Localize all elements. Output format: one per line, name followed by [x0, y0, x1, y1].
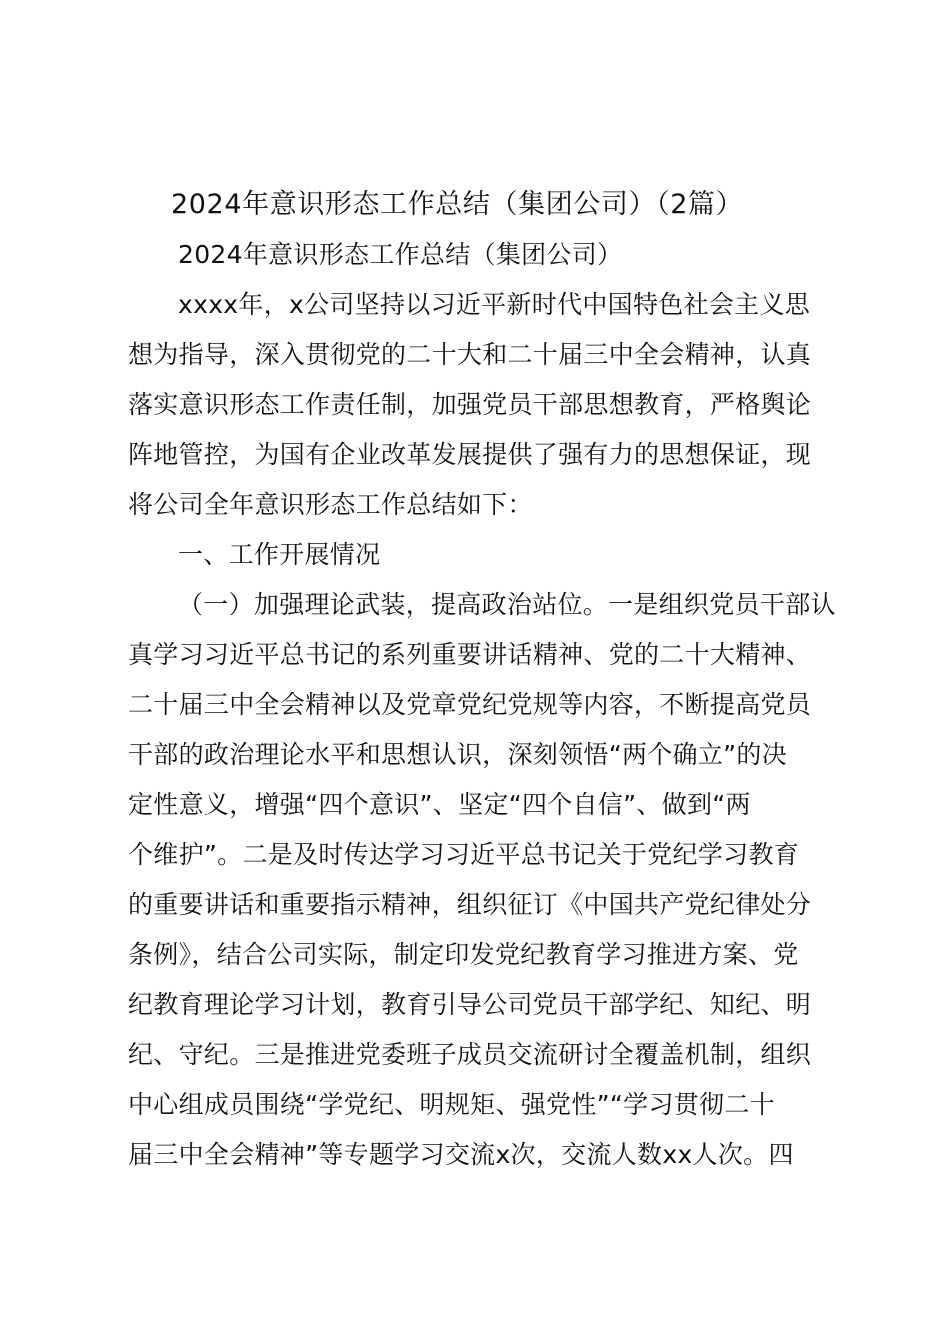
section-heading: 一、工作开展情况 [178, 540, 381, 569]
document-title: 2024年意识形态工作总结（集团公司）（2篇） [171, 189, 744, 220]
paragraph-line: 干部的政治理论水平和思想认识，深刻领悟“两个确立”的决 [128, 740, 788, 769]
document-subtitle: 2024年意识形态工作总结（集团公司） [178, 240, 623, 269]
paragraph-line: 纪、守纪。三是推进党委班子成员交流研讨全覆盖机制，组织 [128, 1040, 812, 1069]
paragraph-line: 个维护”。二是及时传达学习习近平总书记关于党纪学习教育 [128, 840, 800, 869]
paragraph-line: 想为指导，深入贯彻党的二十大和二十届三中全会精神，认真 [128, 340, 812, 369]
paragraph-line: xxxx年，x公司坚持以习近平新时代中国特色社会主义思 [178, 290, 811, 319]
paragraph-line: 二十届三中全会精神以及党章党纪党规等内容，不断提高党员 [128, 690, 812, 719]
paragraph-line: 真学习习近平总书记的系列重要讲话精神、党的二十大精神、 [128, 640, 812, 669]
paragraph-line: 定性意义，增强“四个意识”、坚定“四个自信”、做到“两 [128, 790, 751, 819]
paragraph-line: 条例》，结合公司实际，制定印发党纪教育学习推进方案、党 [128, 940, 799, 969]
paragraph-line: 中心组成员围绕“学党纪、明规矩、强党性”“学习贯彻二十 [128, 1090, 775, 1119]
paragraph-line: 纪教育理论学习计划，教育引导公司党员干部学纪、知纪、明 [128, 990, 812, 1019]
paragraph-line: 落实意识形态工作责任制，加强党员干部思想教育，严格舆论 [128, 390, 812, 419]
paragraph-line: 阵地管控，为国有企业改革发展提供了强有力的思想保证，现 [128, 440, 812, 469]
paragraph-line: （一）加强理论武装，提高政治站位。一是组织党员干部认 [178, 590, 836, 619]
paragraph-line: 将公司全年意识形态工作总结如下： [128, 490, 533, 519]
paragraph-line: 届三中全会精神”等专题学习交流x次，交流人数xx人次。四 [128, 1140, 794, 1169]
paragraph-line: 的重要讲话和重要指示精神，组织征订《中国共产党纪律处分 [128, 890, 812, 919]
